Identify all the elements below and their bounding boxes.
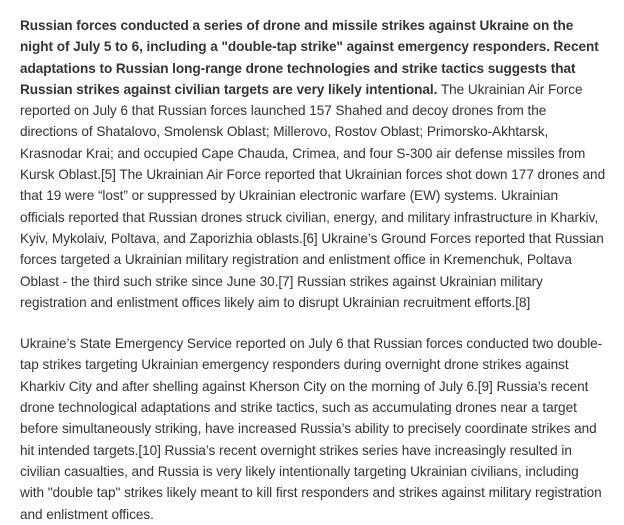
paragraph-2: [20, 333, 606, 525]
paragraph-1-lead: Russian forces conducted a series of drone and missile strikes against Ukraine on the night of July 5 to 6, including a "double-tap strike" against emergency responders. Recent adaptations to Russian long-range drone technologies and strike tactics suggests that Russian strikes against civilian targets are very likely intentional.: [20, 18, 599, 97]
paragraph-1-body: The Ukrainian Air Force reported on July 6 that Russian forces launched 157 Shahed and decoy drones from the directions of Shatalovo, Smolensk Oblast; Millerovo, Rostov Oblast; Primorsko-Akhtarsk, Krasnodar Krai; and occupied Cape Chauda, Crimea, and four S-300 air defense missiles from Kursk Oblast.[5] The Ukrainian Air Force reported that Ukrainian forces shot down 177 drones and that 19 were “lost” or suppressed by Ukrainian electronic warfare (EW) systems. Ukrainian officials reported that Russian drones struck civilian, energy, and military infrastructure in Kharkiv, Kyiv, Mykolaiv, Poltava, and Zaporizhia oblasts.[6] Ukraine’s Ground Forces reported that Russian forces targeted a Ukrainian military registration and enlistment office in Kremenchuk, Poltava Oblast - the third such strike since June 30.[7] Russian strikes against Ukrainian military registration and enlistment offices likely aim to disrupt Ukrainian recruitment efforts.[8]: [20, 81, 606, 310]
paragraph-1: [20, 15, 606, 313]
paragraph-2-body: Ukraine’s State Emergency Service reported on July 6 that Russian forces conducted two double-tap strikes targeting Ukrainian emergency responders during overnight drone strikes against Kharkiv City and after shelling against Kherson City on the morning of July 6.[9] Russia’s recent drone technological adaptations and strike tactics, such as accumulating drones near a target before simultaneously striking, have increased Russia’s ability to precisely coordinate strikes and hit intended targets.[10] Russia’s recent overnight strikes series have increasingly resulted in civilian casualties, and Russia is very likely intentionally targeting Ukrainian civilians, including with "double tap" strikes likely meant to kill first responders and strikes against military registration and enlistment offices.: [20, 336, 603, 522]
